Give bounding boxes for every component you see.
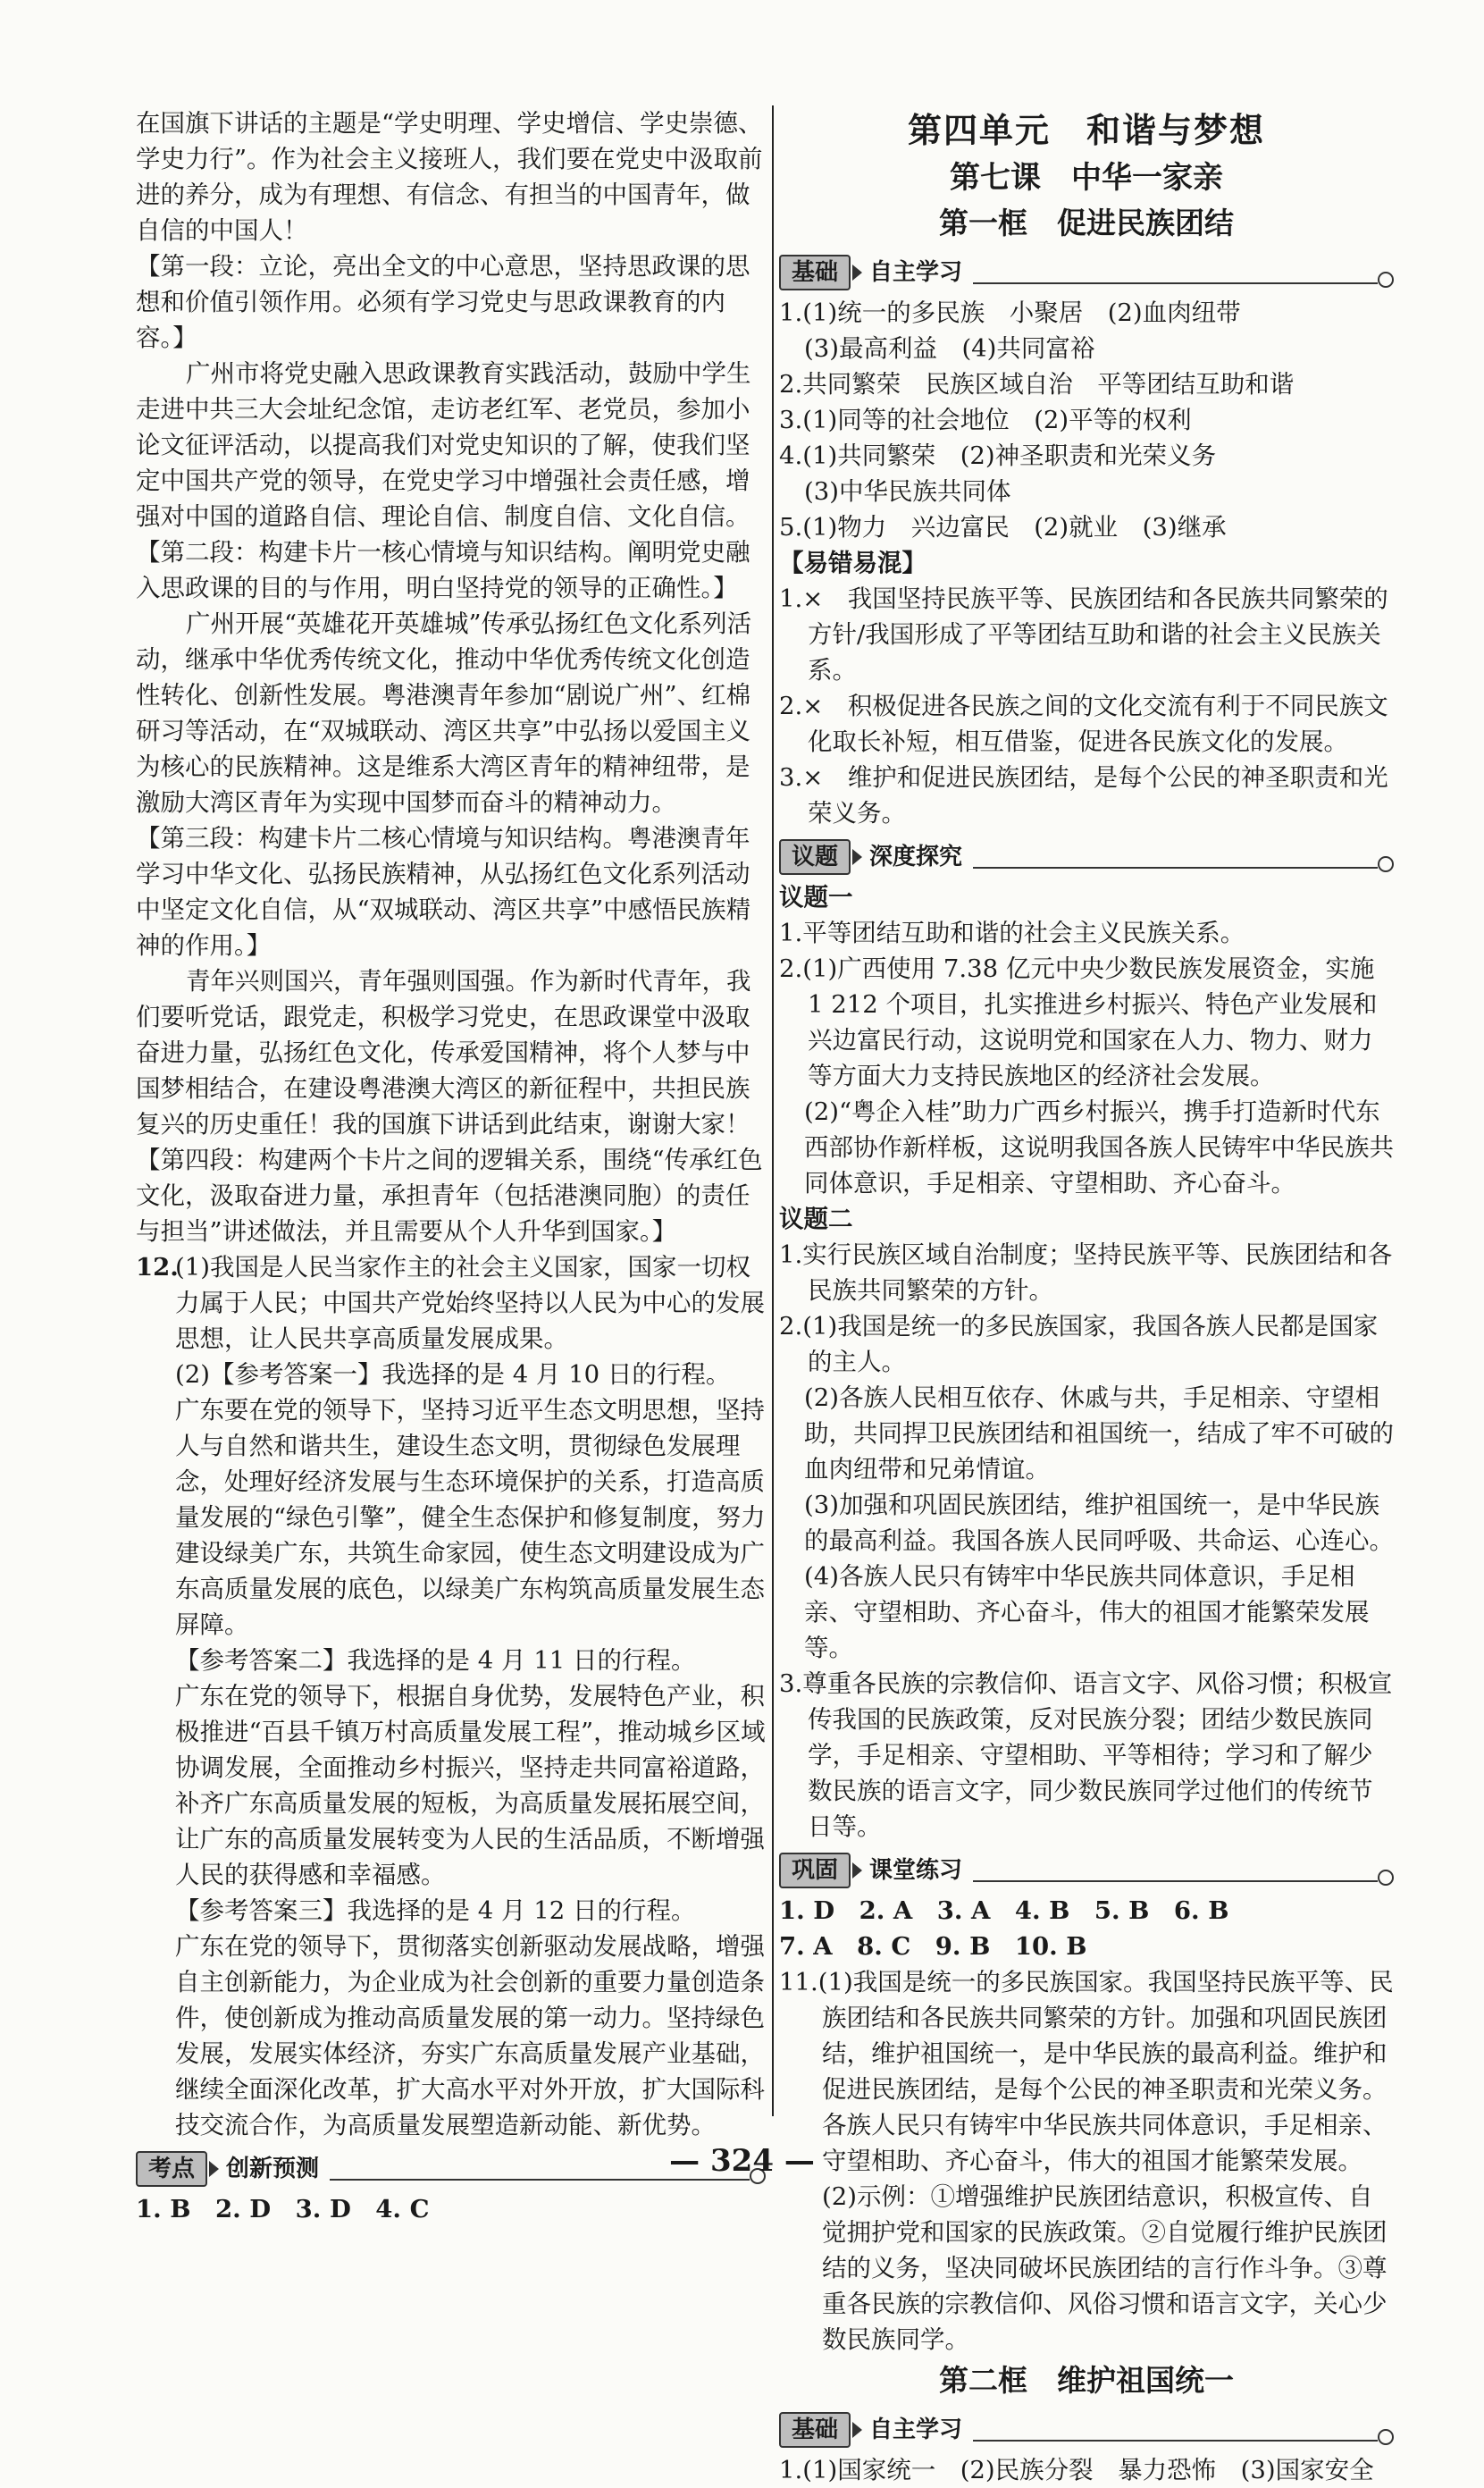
frame-title: 第一框 促进民族团结: [939, 206, 1234, 240]
answer-key: 1. D 2. A 3. A 4. B 5. B 6. B: [779, 1896, 1229, 1925]
section-header-inquiry: [779, 836, 1394, 878]
section-header-basics-2: [779, 2409, 1394, 2450]
answer-part: 【参考答案三】我选择的是 4 月 12 日的行程。: [175, 1896, 696, 1925]
page-number: — 324 —: [669, 2143, 815, 2179]
answer-part: 【参考答案二】我选择的是 4 月 11 日的行程。: [175, 1646, 696, 1675]
answer-text: 广东要在党的领导下，坚持习近平生态文明思想，坚持人与自然和谐共生，建设生态文明，贯彻绿色发展理念，处理好经济发展与生态环境保护的关系，打造高质量发展的“绿色引擎”，健全生态保护和修复制度，努力建设绿美广东，共筑生命家园，使生态文明建设成为广东高质量发展的底色，以绿美广东构筑高质量发展生态屏障。: [175, 1396, 766, 1639]
list-item: 2.(1)我国是统一的多民族国家，我国各族人民都是国家的主人。: [779, 1312, 1379, 1376]
right-column: [779, 105, 1394, 2488]
section-rule: [973, 1880, 1378, 1882]
subheading: 议题二: [779, 1205, 853, 1233]
frame-title: 第二框 维护祖国统一: [939, 2363, 1234, 2398]
list-item: 3.× 维护和促进民族团结，是每个公民的神圣职责和光荣义务。: [779, 763, 1388, 828]
answer-part: (1)我国是人民当家作主的社会主义国家，国家一切权力属于人民；中国共产党始终坚持以人民为中心的发展思想，让人民共享高质量发展成果。: [175, 1253, 765, 1353]
rule-end-icon: [1378, 1870, 1394, 1886]
list-item: (2)“粤企入桂”助力广西乡村振兴，携手打造新时代东西部协作新样板，这说明我国各族人民铸牢中华民族共同体意识，手足相亲、守望相助、齐心奋斗。: [804, 1097, 1394, 1198]
question-12: [136, 1249, 766, 2143]
list-item: 1.(1)国家统一 (2)民族分裂 暴力恐怖 (3)国家安全: [779, 2456, 1374, 2484]
rule-end-icon: [1378, 856, 1394, 872]
arrow-icon: [852, 2422, 862, 2438]
question-number: 12.: [136, 1253, 179, 1282]
list-item: 2.× 积极促进各民族之间的文化交流有利于不同民族文化取长补短，相互借鉴，促进各民族文化的发展。: [779, 692, 1388, 756]
unit-title: 第四单元 和谐与梦想: [907, 110, 1265, 150]
section-title: 自主学习: [869, 2417, 963, 2443]
list-item: 4.(1)共同繁荣 (2)神圣职责和光荣义务: [779, 441, 1217, 470]
answer-part: (2)【参考答案一】我选择的是 4 月 10 日的行程。: [175, 1360, 731, 1389]
column-divider: [772, 105, 774, 2116]
list-item: (3)中华民族共同体: [804, 477, 1011, 506]
paragraph: 广州开展“英雄花开英雄城”传承弘扬红色文化系列活动，继承中华优秀传统文化，推动中华优秀传统文化创造性转化、创新性发展。粤港澳青年参加“剧说广州”、红棉研习等活动，在“双城联动、湾区共享”中弘扬以爱国主义为核心的民族精神。这是维系大湾区青年的精神纽带，是激励大湾区青年为实现中国梦而奋斗的精神动力。: [136, 609, 752, 817]
paragraph: 青年兴则国兴，青年强则国强。作为新时代青年，我们要听党话，跟党走，积极学习党史，在思政课堂中汲取奋进力量，弘扬红色文化，传承爱国精神，将个人梦与中国梦相结合，在建设粤港澳大湾区的新征程中，共担民族复兴的历史重任！我的国旗下讲话到此结束，谢谢大家！: [136, 967, 751, 1139]
annotation-note: 【第二段：构建卡片一核心情境与知识结构。阐明党史融入思政课的目的与作用，明白坚持党的领导的正确性。】: [136, 538, 750, 602]
paragraph: 在国旗下讲话的主题是“学史明理、学史增信、学史崇德、学史力行”。作为社会主义接班人，我们要在党史中汲取前进的养分，成为有理想、有信念、有担当的中国青年，做自信的中国人！: [136, 109, 763, 245]
list-item: 3.尊重各民族的宗教信仰、语言文字、风俗习惯；积极宣传我国的民族政策，反对民族分裂；团结少数民族同学，手足相亲、守望相助、平等相待；学习和了解少数民族的语言文字，同少数民族同学过他们的传统节日等。: [779, 1669, 1393, 1841]
annotation-note: 【第四段：构建两个卡片之间的逻辑关系，围绕“传承红色文化，汲取奋进力量，承担青年（包括港澳同胞）的责任与担当”讲述做法，并且需要从个人升华到国家。】: [136, 1146, 763, 1246]
list-item: 3.(1)同等的社会地位 (2)平等的权利: [779, 406, 1192, 434]
lesson-title: 第七课 中华一家亲: [950, 160, 1223, 196]
answer-key: 1. B 2. D 3. D 4. C: [136, 2195, 430, 2223]
rule-end-icon: [1378, 2429, 1394, 2445]
list-item: 2.(1)广西使用 7.38 亿元中央少数民族发展资金，实施 1 212 个项目，扎实推进乡村振兴、特色产业发展和兴边富民行动，这说明党和国家在人力、物力、财力等方面大力支持民族地区的经济社会发展。: [779, 954, 1378, 1090]
list-item: 1.(1)统一的多民族 小聚居 (2)血肉纽带: [779, 298, 1241, 327]
arrow-icon: [852, 849, 862, 865]
section-title: 创新预测: [226, 2156, 320, 2182]
section-title: 课堂练习: [869, 1857, 963, 1884]
list-item: (4)各族人民只有铸牢中华民族共同体意识，手足相亲、守望相助、齐心奋斗，伟大的祖国才能繁荣发展等。: [804, 1562, 1370, 1662]
arrow-icon: [852, 265, 862, 281]
answer-text: 广东在党的领导下，贯彻落实创新驱动发展战略，增强自主创新能力，为企业成为社会创新的重要力量创造条件，使创新成为推动高质量发展的第一动力。坚持绿色发展，发展实体经济，夯实广东高质量发展产业基础，继续全面深化改革，扩大高水平对外开放，扩大国际科技交流合作，为高质量发展塑造新动能、新优势。: [175, 1932, 765, 2139]
section-rule: [973, 282, 1378, 284]
section-title: 自主学习: [869, 259, 963, 286]
paragraph: 广州市将党史融入思政课教育实践活动，鼓励中学生走进中共三大会址纪念馆，走访老红军、老党员，参加小论文征评活动，以提高我们对党史知识的了解，使我们坚定中国共产党的领导，在党史学习中增强社会责任感，增强对中国的道路自信、理论自信、制度自信、文化自信。: [136, 359, 751, 531]
arrow-icon: [852, 1862, 862, 1879]
section-title: 深度探究: [869, 844, 963, 870]
section-header-basics: [779, 252, 1394, 293]
section-rule: [973, 867, 1378, 869]
section-tag: 议题: [779, 839, 851, 875]
list-item: (2)示例：①增强维护民族团结意识，积极宣传、自觉拥护党和国家的民族政策。②自觉履行维护民族团结的义务，坚决同破坏民族团结的言行作斗争。③尊重各民族的宗教信仰、风俗习惯和语言文字，关心少数民族同学。: [822, 2182, 1388, 2354]
section-rule: [330, 2179, 750, 2181]
section-header-practice: [779, 1850, 1394, 1891]
rule-end-icon: [1378, 272, 1394, 288]
list-item: (3)加强和巩固民族团结，维护祖国统一，是中华民族的最高利益。我国各族人民同呼吸、共命运、心连心。: [804, 1491, 1394, 1555]
list-item: (3)最高利益 (4)共同富裕: [804, 334, 1095, 363]
list-item: 1.× 我国坚持民族平等、民族团结和各民族共同繁荣的方针/我国形成了平等团结互助和谐的社会主义民族关系。: [779, 584, 1388, 685]
annotation-note: 【第三段：构建卡片二核心情境与知识结构。粤港澳青年学习中华文化、弘扬民族精神，从弘扬红色文化系列活动中坚定文化自信，从“双城联动、湾区共享”中感悟民族精神的作用。】: [136, 824, 751, 960]
answer-key: 7. A 8. C 9. B 10. B: [779, 1932, 1087, 1961]
annotation-note: 【第一段：立论，亮出全文的中心意思，坚持思政课的思想和价值引领作用。必须有学习党史与思政课教育的内容。】: [136, 252, 750, 352]
section-tag: 基础: [779, 2412, 851, 2448]
section-tag: 巩固: [779, 1853, 851, 1888]
list-item: (2)各族人民相互依存、休戚与共，手足相亲、守望相助，共同捍卫民族团结和祖国统一，结成了牢不可破的血肉纽带和兄弟情谊。: [804, 1383, 1394, 1484]
left-column: [136, 105, 766, 2227]
list-item: 5.(1)物力 兴边富民 (2)就业 (3)继承: [779, 513, 1227, 542]
list-item: 11.(1)我国是统一的多民族国家。我国坚持民族平等、民族团结和各民族共同繁荣的方针。加强和巩固民族团结，维护祖国统一，是中华民族的最高利益。维护和促进民族团结，是每个公民的神圣职责和光荣义务。各族人民只有铸牢中华民族共同体意识，手足相亲、守望相助、齐心奋斗，伟大的祖国才能繁荣发展。: [779, 1968, 1394, 2175]
section-tag: 基础: [779, 255, 851, 290]
subheading: 【易错易混】: [779, 549, 926, 577]
section-tag: 考点: [136, 2151, 207, 2187]
section-rule: [973, 2440, 1378, 2442]
list-item: 2.共同繁荣 民族区域自治 平等团结互助和谐: [779, 370, 1295, 399]
subheading: 议题一: [779, 883, 853, 912]
answer-text: 广东在党的领导下，根据自身优势，发展特色产业，积极推进“百县千镇万村高质量发展工程”，推动城乡区域协调发展，全面推动乡村振兴，坚持走共同富裕道路，补齐广东高质量发展的短板，为高质量发展拓展空间，让广东的高质量发展转变为人民的生活品质，不断增强人民的获得感和幸福感。: [175, 1682, 766, 1889]
list-item: 1.平等团结互助和谐的社会主义民族关系。: [779, 919, 1245, 947]
list-item: 1.实行民族区域自治制度；坚持民族平等、民族团结和各民族共同繁荣的方针。: [779, 1240, 1393, 1305]
